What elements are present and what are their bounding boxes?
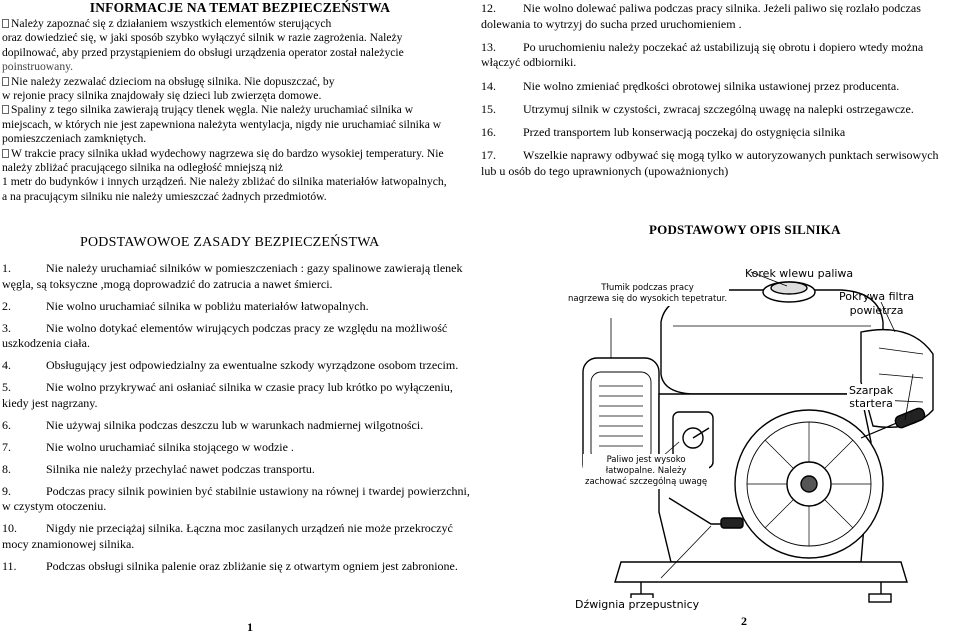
rule-item <box>481 40 951 71</box>
rule-item <box>481 79 951 95</box>
rule-item <box>2 559 478 575</box>
rule-number: 6. <box>2 417 11 432</box>
label-air-filter <box>839 290 914 318</box>
rule-item <box>2 358 478 374</box>
bullet-box-icon <box>2 19 9 28</box>
rule-text: Nie wolno uruchamiać silnika stojącego w wodzie . <box>46 439 294 454</box>
rule-item <box>2 462 478 478</box>
rule-item <box>2 321 478 352</box>
label-oil-cap: Korek wlewu paliwa <box>745 267 854 280</box>
rule-number: 11. <box>2 558 17 573</box>
safety-info-text <box>2 17 476 204</box>
rule-number: 14. <box>481 78 496 93</box>
rule-item <box>2 261 478 292</box>
rule-number: 17. <box>481 148 496 163</box>
label-fuel-line1: Paliwo jest wysoko <box>606 455 686 465</box>
rule-text: Podczas obsługi silnika palenie oraz zbliżanie się z otwartym ogniem jest zabronione. <box>46 558 458 573</box>
rule-number: 12. <box>481 1 496 15</box>
rule-text: Przed transportem lub konserwacją poczekaj do ostygnięcia silnika <box>523 125 846 140</box>
rule-text: Obsługujący jest odpowiedzialny za ewentualne szkody wyrządzone osobom trzecim. <box>46 358 459 372</box>
rule-text: Nie używaj silnika podczas deszczu lub w warunkach nadmiernej wilgotności. <box>46 417 424 432</box>
label-fuel-warning <box>583 454 709 489</box>
rule-number: 5. <box>2 380 11 394</box>
rule-text: Nigdy nie przeciążaj silnika. Łączna moc zasilanych urządzeń nie może przekroczyć mocy znamionowej silnika. <box>2 521 453 551</box>
rule-item <box>2 521 478 552</box>
rule-item <box>2 418 478 434</box>
info-line: 1 metr do budynków i innych urządzeń. Nie należy zbliżać do silnika materiałów łatwopalnych, <box>2 175 447 189</box>
info-line: Nie należy zezwalać dzieciom na obsługę silnika. Nie dopuszczać, by <box>11 74 335 88</box>
safety-info-title: INFORMACJE NA TEMAT BEZPIECZEŃSTWA <box>89 0 391 15</box>
rule-item <box>481 125 951 141</box>
info-line: w rejonie pracy silnika znajdowały się dzieci lub zwierzęta domowe. <box>2 89 322 103</box>
rule-number: 16. <box>481 125 496 140</box>
rule-number: 8. <box>2 461 11 476</box>
page-number: 2 <box>741 614 747 628</box>
figure-title: PODSTAWOWY OPIS SILNIKA <box>649 222 841 237</box>
info-line: a na pracującym silniku nie należy umieszczać żadnych przedmiotów. <box>2 189 327 203</box>
rule-item <box>481 148 951 179</box>
rule-item <box>2 299 478 315</box>
rule-item <box>2 484 478 515</box>
bullet-box-icon <box>2 149 9 158</box>
rule-number: 4. <box>2 358 11 372</box>
bullet-box-icon <box>2 105 9 114</box>
label-fuel-line3: zachować szczególną uwagę <box>585 477 708 487</box>
rule-number: 15. <box>481 101 496 116</box>
label-starter-line2: startera <box>849 397 893 410</box>
rule-text: Nie wolno dolewać paliwa podczas pracy silnika. Jeżeli paliwo się rozlało podczas dolewania to wytrzyj do sucha przed uruchomieniem . <box>481 1 921 31</box>
rule-text: Nie wolno zmieniać prędkości obrotowej silnika ustawionej przez producenta. <box>523 78 900 93</box>
rule-number: 3. <box>2 320 11 335</box>
rule-text: Podczas pracy silnik powinien być stabilnie ustawiony na równej i twardej powierzchni, w czystym otoczeniu. <box>2 483 470 513</box>
label-air-filter-line1: Pokrywa filtra <box>839 290 915 303</box>
rule-number: 10. <box>2 521 17 535</box>
safety-rules-list <box>2 261 478 581</box>
info-line: pomieszczeniach zamkniętych. <box>2 132 147 146</box>
rule-text: Nie wolno dotykać elementów wirujących podczas pracy ze względu na możliwość uszkodzenia ciała. <box>2 320 448 350</box>
rule-number: 7. <box>2 439 11 454</box>
label-starter <box>847 384 895 410</box>
label-muffler-line1: Tłumik podczas pracy <box>601 283 694 293</box>
rule-text: Po uruchomieniu należy poczekać aż ustabilizują się obrotu i dopiero wtedy można włączyć odbiorniki. <box>481 39 924 70</box>
rule-text: Utrzymuj silnik w czystości, zwracaj szczególną uwagę na nalepki ostrzegawcze. <box>523 101 914 116</box>
info-line: oraz dowiedzieć się, w jaki sposób szybko wyłączyć silnik w razie zagrożenia. Należy <box>2 31 403 45</box>
right-page <box>481 0 960 632</box>
rule-text: Silnika nie należy przechylać nawet podczas transportu. <box>46 461 315 476</box>
rule-text: Nie wolno przykrywać ani osłaniać silnika w czasie pracy lub krótko po wyłączeniu, kiedy jest nagrzany. <box>2 380 453 410</box>
engine-diagram <box>561 262 960 622</box>
safety-rules-title: PODSTAWOWOE ZASADY BEZPIECZEŃSTWA <box>80 235 380 250</box>
rule-text: Nie wolno uruchamiać silnika w pobliżu materiałów łatwopalnych. <box>46 298 369 313</box>
rule-text: Nie należy uruchamiać silników w pomieszczeniach : gazy spalinowe zawierają tlenek węgla, są toksyczne ,mogą doprowadzić do zatrucia a nawet śmierci. <box>2 261 463 291</box>
rule-number: 9. <box>2 483 11 498</box>
rule-item <box>481 1 951 32</box>
page-number: 1 <box>247 620 253 634</box>
info-line: dopilnować, aby przed przystąpieniem do obsługi urządzenia operator został należycie <box>2 45 404 59</box>
rule-item <box>481 102 951 118</box>
label-starter-line1: Szarpak <box>849 384 894 397</box>
label-choke: Dźwignia przepustnicy <box>575 598 700 611</box>
label-air-filter-line2: powietrza <box>849 304 904 317</box>
rule-number: 13. <box>481 39 496 54</box>
rule-item <box>2 380 478 411</box>
info-line: miejscach, w których nie jest zapewniona należyta wentylacja, nigdy nie uruchamiać silnika w <box>2 117 442 131</box>
info-line: Należy zapoznać się z działaniem wszystkich elementów sterujących <box>11 17 332 30</box>
info-line: poinstruowany. <box>2 60 74 74</box>
info-line: Spaliny z tego silnika zawierają trujący tlenek węgla. Nie należy uruchamiać silnika w <box>11 103 414 117</box>
rule-text: Wszelkie naprawy odbywać się mogą tylko w autoryzowanych punktach serwisowych lub u osób do tego uprawnionych (upoważnionych) <box>481 148 939 178</box>
rule-number: 2. <box>2 298 11 313</box>
label-muffler <box>566 282 729 306</box>
info-line: W trakcie pracy silnika układ wydechowy nagrzewa się do bardzo wysokiej temperatury. Nie <box>11 146 444 160</box>
bullet-box-icon <box>2 77 9 86</box>
rule-item <box>2 440 478 456</box>
left-page <box>0 0 480 632</box>
info-line: należy zbliżać pracującego silnika na odległość mniejszą niż <box>2 161 284 175</box>
safety-rules-list-continued <box>481 1 951 187</box>
label-fuel-line2: łatwopalne. Należy <box>605 466 687 476</box>
rule-number: 1. <box>2 261 11 275</box>
label-muffler-line2: nagrzewa się do wysokich tepetratur. <box>568 294 728 304</box>
